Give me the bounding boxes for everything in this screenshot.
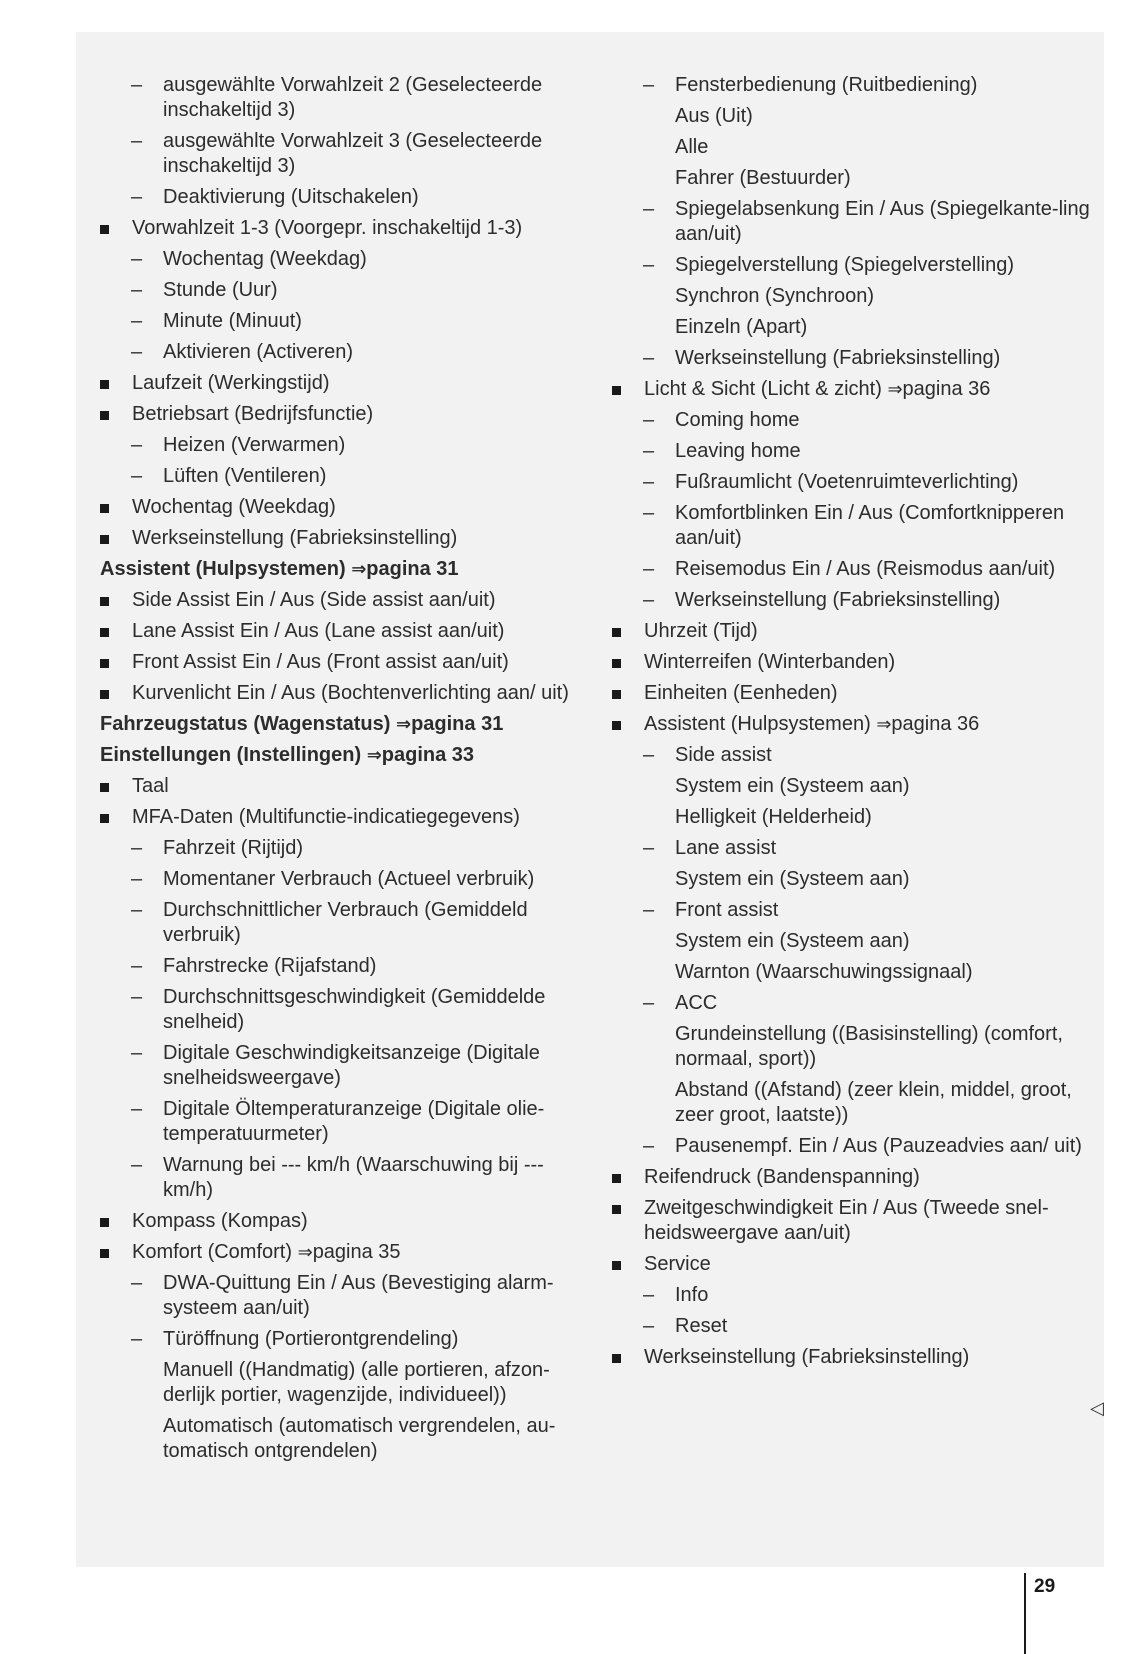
menu-entry [612,647,1092,678]
menu-entry [100,213,580,244]
bullet-icon [100,402,120,428]
entry-text: Einheiten (Eenheden) [644,682,838,704]
arrow-icon: ⇒ [876,714,892,734]
menu-entry [612,374,1092,405]
bullet-icon [100,1209,120,1235]
submenu-entry [100,1324,580,1355]
entry-text: Grundeinstellung ((Basisinstelling) (comfort, normaal, sport)) [675,1023,1063,1070]
submenu-entry [100,182,580,213]
entry-text: Warnung bei --- km/h (Waarschuwing bij --- km/h) [163,1154,544,1201]
dash-icon: – [643,198,655,220]
submenu-entry [612,343,1092,374]
arrow-icon: ⇒ [351,559,367,579]
submenu-entry [612,585,1092,616]
dash-icon: – [131,1042,143,1064]
bullet-icon [100,805,120,831]
entry-text: Reifendruck (Bandenspanning) [644,1166,920,1188]
dash-icon: – [643,74,655,96]
bullet-icon [612,619,632,645]
entry-text: Fensterbedienung (Ruitbediening) [675,74,978,96]
entry-text: Laufzeit (Werkingstijd) [132,372,330,394]
entry-text: Lane Assist Ein / Aus (Lane assist aan/uit) [132,620,505,642]
submenu-entry [612,771,1092,802]
entry-text: Werkseinstellung (Fabrieksinstelling) [675,589,1001,611]
entry-text: Automatisch (automatisch vergrendelen, au-tomatisch ontgrendelen) [163,1415,556,1462]
entry-text: System ein (Systeem aan) [675,775,910,797]
menu-entry [100,492,580,523]
submenu-entry [612,957,1092,988]
dash-icon: – [643,347,655,369]
submenu-entry [100,337,580,368]
entry-text: Fußraumlicht (Voetenruimteverlichting) [675,471,1019,493]
submenu-entry [612,436,1092,467]
entry-text: Leaving home [675,440,801,462]
submenu-entry [612,163,1092,194]
bullet-icon [612,1345,632,1371]
page-number: 29 [1034,1576,1056,1597]
entry-text: Fahrstrecke (Rijafstand) [163,955,377,977]
menu-entry [612,1342,1092,1373]
section-heading [100,740,580,771]
entry-text: Side assist [675,744,772,766]
dash-icon: – [643,502,655,524]
dash-icon: – [643,992,655,1014]
dash-icon: – [131,341,143,363]
submenu-entry [100,1094,580,1150]
bullet-icon [612,1196,632,1222]
submenu-entry [612,926,1092,957]
bullet-icon [100,774,120,800]
page-reference: pagina 31 [411,713,504,735]
entry-text: DWA-Quittung Ein / Aus (Bevestiging alarm-systeem aan/uit) [163,1272,554,1319]
entry-text: Werkseinstellung (Fabrieksinstelling) [132,527,458,549]
entry-text: Spiegelverstellung (Spiegelverstelling) [675,254,1015,276]
entry-text: Momentaner Verbrauch (Actueel verbruik) [163,868,535,890]
entry-text: Kurvenlicht Ein / Aus (Bochtenverlichting aan/ uit) [132,682,569,704]
entry-text: Winterreifen (Winterbanden) [644,651,896,673]
entry-text: Komfortblinken Ein / Aus (Comfortknipperen aan/uit) [675,502,1065,549]
entry-text: Taal [132,775,169,797]
submenu-entry [612,467,1092,498]
menu-entry [100,1237,580,1268]
dash-icon: – [643,589,655,611]
dash-icon: – [131,986,143,1008]
bullet-icon [612,377,632,403]
entry-text: Warnton (Waarschuwingssignaal) [675,961,973,983]
dash-icon: – [131,248,143,270]
entry-text: Helligkeit (Helderheid) [675,806,872,828]
page-reference: pagina 31 [366,558,459,580]
submenu-entry [612,194,1092,250]
submenu-entry [612,895,1092,926]
entry-text: Einzeln (Apart) [675,316,808,338]
submenu-entry [100,275,580,306]
dash-icon: – [643,254,655,276]
submenu-entry [612,281,1092,312]
submenu-entry [612,833,1092,864]
entry-text: Manuell ((Handmatig) (alle portieren, afzon-derlijk portier, wagenzijde, individueel)) [163,1359,550,1406]
entry-text: Durchschnittsgeschwindigkeit (Gemiddelde snelheid) [163,986,546,1033]
entry-text: Türöffnung (Portierontgrendeling) [163,1328,459,1350]
submenu-entry [100,126,580,182]
left-column [100,70,580,1467]
bullet-icon [612,712,632,738]
arrow-icon: ⇒ [395,714,412,734]
submenu-entry [100,1411,580,1467]
entry-text: Durchschnittlicher Verbrauch (Gemiddeld verbruik) [163,899,528,946]
dash-icon: – [131,1154,143,1176]
entry-text: Zweitgeschwindigkeit Ein / Aus (Tweede snel-heidsweergave aan/uit) [644,1197,1049,1244]
dash-icon: – [131,434,143,456]
dash-icon: – [643,409,655,431]
submenu-entry [612,864,1092,895]
submenu-entry [612,1131,1092,1162]
entry-text: Komfort (Comfort) [132,1241,293,1263]
menu-entry [612,1249,1092,1280]
entry-text: Licht & Sicht (Licht & zicht) [644,378,882,400]
entry-text: System ein (Systeem aan) [675,868,910,890]
entry-text: Werkseinstellung (Fabrieksinstelling) [675,347,1001,369]
menu-entry [100,1206,580,1237]
entry-text: Alle [675,136,709,158]
entry-text: ausgewählte Vorwahlzeit 3 (Geselecteerde inschakeltijd 3) [163,130,543,177]
dash-icon: – [131,1098,143,1120]
submenu-entry [100,244,580,275]
submenu-entry [612,498,1092,554]
entry-text: Digitale Öltemperaturanzeige (Digitale olie-temperatuurmeter) [163,1098,545,1145]
menu-entry [612,616,1092,647]
entry-text: Kompass (Kompas) [132,1210,308,1232]
entry-text: Werkseinstellung (Fabrieksinstelling) [644,1346,970,1368]
entry-text: Reisemodus Ein / Aus (Reismodus aan/uit) [675,558,1056,580]
submenu-entry [100,1150,580,1206]
dash-icon: – [131,1328,143,1350]
entry-text: Pausenempf. Ein / Aus (Pauzeadvies aan/ uit) [675,1135,1082,1157]
dash-icon: – [643,837,655,859]
submenu-entry [612,740,1092,771]
entry-text: Assistent (Hulpsystemen) [100,558,346,580]
entry-text: System ein (Systeem aan) [675,930,910,952]
dash-icon: – [643,1284,655,1306]
submenu-entry [100,864,580,895]
bullet-icon [100,526,120,552]
menu-entry [612,678,1092,709]
bullet-icon [100,650,120,676]
dash-icon: – [131,955,143,977]
bullet-icon [100,216,120,242]
entry-text: Assistent (Hulpsystemen) [644,713,871,735]
entry-text: Info [675,1284,709,1306]
bullet-icon [100,495,120,521]
dash-icon: – [643,471,655,493]
menu-entry [100,585,580,616]
right-column [612,70,1092,1373]
submenu-entry [612,554,1092,585]
bullet-icon [100,371,120,397]
menu-entry [100,523,580,554]
submenu-entry [612,101,1092,132]
submenu-entry [612,70,1092,101]
bullet-icon [100,619,120,645]
entry-text: Minute (Minuut) [163,310,302,332]
section-end-marker: ◁ [1090,1398,1104,1418]
entry-text: Wochentag (Weekdag) [163,248,367,270]
submenu-entry [100,833,580,864]
arrow-icon: ⇒ [366,745,382,765]
bullet-icon [612,1252,632,1278]
page-number-rule [1024,1573,1026,1654]
dash-icon: – [643,1315,655,1337]
bullet-icon [612,681,632,707]
submenu-entry [612,802,1092,833]
entry-text: Spiegelabsenkung Ein / Aus (Spiegelkante-ling aan/uit) [675,198,1090,245]
entry-text: Heizen (Verwarmen) [163,434,346,456]
section-heading [100,554,580,585]
entry-text: Service [644,1253,711,1275]
entry-text: Digitale Geschwindigkeitsanzeige (Digitale snelheidsweergave) [163,1042,540,1089]
submenu-entry [612,988,1092,1019]
dash-icon: – [131,465,143,487]
page-reference: pagina 36 [891,713,980,735]
submenu-entry [612,312,1092,343]
entry-text: Aus (Uit) [675,105,753,127]
menu-entry [100,678,580,709]
submenu-entry [612,1311,1092,1342]
submenu-entry [100,1038,580,1094]
submenu-entry [100,430,580,461]
page-reference: pagina 33 [381,744,475,766]
menu-entry [100,802,580,833]
menu-entry [100,368,580,399]
entry-text: Fahrer (Bestuurder) [675,167,851,189]
section-heading [100,709,580,740]
submenu-entry [100,895,580,951]
entry-text: Synchron (Synchroon) [675,285,874,307]
entry-text: Lane assist [675,837,777,859]
bullet-icon [100,1240,120,1266]
submenu-entry [100,70,580,126]
entry-text: Wochentag (Weekdag) [132,496,336,518]
bullet-icon [612,650,632,676]
submenu-entry [612,1280,1092,1311]
entry-text: ausgewählte Vorwahlzeit 2 (Geselecteerde inschakeltijd 3) [163,74,543,121]
entry-text: Deaktivierung (Uitschakelen) [163,186,419,208]
submenu-entry [612,250,1092,281]
entry-text: Side Assist Ein / Aus (Side assist aan/uit) [132,589,496,611]
dash-icon: – [131,186,143,208]
menu-entry [100,771,580,802]
submenu-entry [612,132,1092,163]
entry-text: Uhrzeit (Tijd) [644,620,758,642]
entry-text: Fahrzeit (Rijtijd) [163,837,304,859]
arrow-icon: ⇒ [887,379,903,399]
menu-entry [612,1162,1092,1193]
dash-icon: – [131,837,143,859]
bullet-icon [100,681,120,707]
dash-icon: – [643,744,655,766]
menu-entry [100,616,580,647]
dash-icon: – [131,899,143,921]
entry-text: Vorwahlzeit 1-3 (Voorgepr. inschakeltijd 1-3) [132,217,523,239]
menu-entry [612,709,1092,740]
submenu-entry [100,306,580,337]
arrow-icon: ⇒ [297,1242,313,1262]
submenu-entry [100,951,580,982]
dash-icon: – [131,1272,143,1294]
dash-icon: – [131,130,143,152]
menu-entry [100,399,580,430]
dash-icon: – [131,74,143,96]
submenu-entry [100,1355,580,1411]
submenu-entry [100,461,580,492]
entry-text: Front Assist Ein / Aus (Front assist aan/uit) [132,651,509,673]
dash-icon: – [131,868,143,890]
entry-text: Reset [675,1315,728,1337]
submenu-entry [612,405,1092,436]
entry-text: Einstellungen (Instellingen) [100,744,362,766]
bullet-icon [612,1165,632,1191]
entry-text: Stunde (Uur) [163,279,278,301]
page-reference: pagina 35 [312,1241,401,1263]
entry-text: MFA-Daten (Multifunctie-indicatiegegevens) [132,806,520,828]
page-reference: pagina 36 [902,378,991,400]
menu-entry [100,647,580,678]
dash-icon: – [643,899,655,921]
entry-text: Coming home [675,409,800,431]
entry-text: Front assist [675,899,779,921]
entry-text: ACC [675,992,718,1014]
submenu-entry [612,1019,1092,1075]
entry-text: Fahrzeugstatus (Wagenstatus) [100,713,391,735]
menu-entry [612,1193,1092,1249]
bullet-icon [100,588,120,614]
dash-icon: – [643,558,655,580]
dash-icon: – [131,279,143,301]
dash-icon: – [643,1135,655,1157]
submenu-entry [100,982,580,1038]
submenu-entry [100,1268,580,1324]
submenu-entry [612,1075,1092,1131]
dash-icon: – [643,440,655,462]
dash-icon: – [131,310,143,332]
entry-text: Aktivieren (Activeren) [163,341,354,363]
entry-text: Betriebsart (Bedrijfsfunctie) [132,403,374,425]
entry-text: Abstand ((Afstand) (zeer klein, middel, groot, zeer groot, laatste)) [675,1079,1072,1126]
entry-text: Lüften (Ventileren) [163,465,327,487]
